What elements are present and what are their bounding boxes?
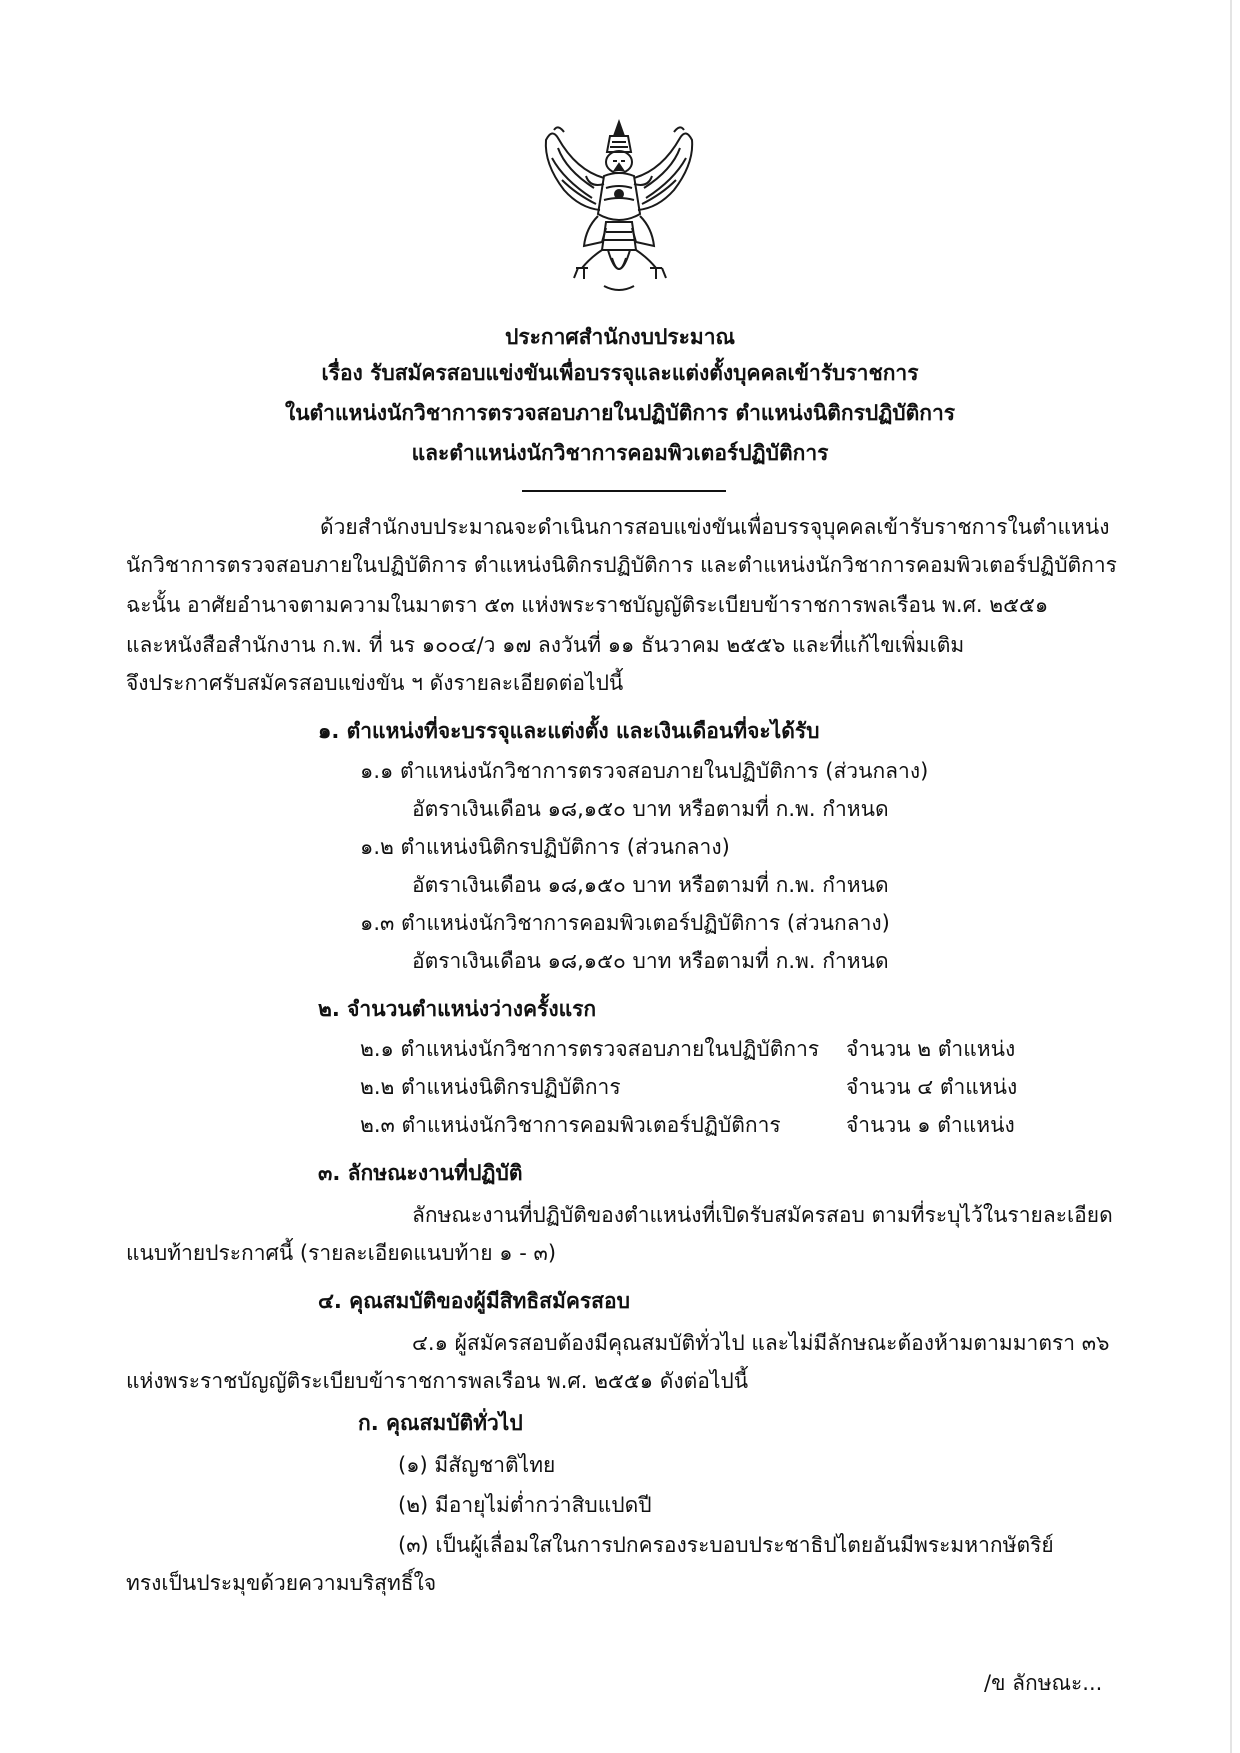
section-1-item-2-salary: อัตราเงินเดือน ๑๘,๑๕๐ บาท หรือตามที่ ก.พ. กำหนด <box>412 873 889 897</box>
section-2-item-2: ๒.๒ ตำแหน่งนิติกรปฏิบัติการ <box>360 1075 621 1099</box>
subject-line-2: ในตำแหน่งนักวิชาการตรวจสอบภายในปฏิบัติการ ตำแหน่งนิติกรปฏิบัติการ <box>284 401 956 425</box>
section-2-item-1: ๒.๑ ตำแหน่งนักวิชาการตรวจสอบภายในปฏิบัติการ <box>360 1037 820 1061</box>
scan-edge <box>1230 0 1232 1753</box>
section-1-item-2: ๑.๒ ตำแหน่งนิติกรปฏิบัติการ (ส่วนกลาง) <box>360 835 730 859</box>
title-underline <box>522 490 726 492</box>
qualification-2: (๒) มีอายุไม่ต่ำกว่าสิบแปดปี <box>398 1493 652 1517</box>
qualification-3-continued: ทรงเป็นประมุขด้วยความบริสุทธิ์ใจ <box>126 1571 437 1595</box>
subject-line-1: เรื่อง รับสมัครสอบแข่งขันเพื่อบรรจุและแต่งตั้งบุคคลเข้ารับราชการ <box>321 361 919 385</box>
garuda-emblem <box>536 118 702 296</box>
section-1-item-3: ๑.๓ ตำแหน่งนักวิชาการคอมพิวเตอร์ปฏิบัติการ (ส่วนกลาง) <box>360 911 890 935</box>
intro-line-4: และหนังสือสำนักงาน ก.พ. ที่ นร ๑๐๐๔/ว ๑๗ ลงวันที่ ๑๑ ธันวาคม ๒๕๕๖ และที่แก้ไขเพิ่มเติม <box>126 633 965 657</box>
document-title: ประกาศสำนักงบประมาณ <box>505 325 735 349</box>
section-2-item-2-count: จำนวน ๔ ตำแหน่ง <box>846 1075 1018 1099</box>
section-1-heading: ๑. ตำแหน่งที่จะบรรจุและแต่งตั้ง และเงินเดือนที่จะได้รับ <box>318 719 820 743</box>
section-2-item-3-count: จำนวน ๑ ตำแหน่ง <box>846 1113 1015 1137</box>
section-4-heading: ๔. คุณสมบัติของผู้มีสิทธิสมัครสอบ <box>318 1289 630 1313</box>
section-1-item-1: ๑.๑ ตำแหน่งนักวิชาการตรวจสอบภายในปฏิบัติการ (ส่วนกลาง) <box>360 759 929 783</box>
section-2-heading: ๒. จำนวนตำแหน่งว่างครั้งแรก <box>318 997 597 1021</box>
general-qualifications-heading: ก. คุณสมบัติทั่วไป <box>358 1411 523 1435</box>
section-1-item-1-salary: อัตราเงินเดือน ๑๘,๑๕๐ บาท หรือตามที่ ก.พ. กำหนด <box>412 797 889 821</box>
section-1-item-3-salary: อัตราเงินเดือน ๑๘,๑๕๐ บาท หรือตามที่ ก.พ. กำหนด <box>412 949 889 973</box>
qualification-1: (๑) มีสัญชาติไทย <box>398 1453 556 1477</box>
intro-line-2: นักวิชาการตรวจสอบภายในปฏิบัติการ ตำแหน่งนิติกรปฏิบัติการ และตำแหน่งนักวิชาการคอมพิวเตอร์ปฏิบัติการ <box>126 553 1117 577</box>
intro-line-1: ด้วยสำนักงบประมาณจะดำเนินการสอบแข่งขันเพื่อบรรจุบุคคลเข้ารับราชการในตำแหน่ง <box>320 515 1110 539</box>
section-3-line-1: ลักษณะงานที่ปฏิบัติของตำแหน่งที่เปิดรับสมัครสอบ ตามที่ระบุไว้ในรายละเอียด <box>412 1203 1113 1227</box>
intro-line-5: จึงประกาศรับสมัครสอบแข่งขัน ฯ ดังรายละเอียดต่อไปนี้ <box>126 671 624 695</box>
intro-line-3: ฉะนั้น อาศัยอำนาจตามความในมาตรา ๕๓ แห่งพระราชบัญญัติระเบียบข้าราชการพลเรือน พ.ศ. ๒๕๕๑ <box>126 593 1049 617</box>
subject-line-3: และตำแหน่งนักวิชาการคอมพิวเตอร์ปฏิบัติการ <box>411 441 829 465</box>
section-3-heading: ๓. ลักษณะงานที่ปฏิบัติ <box>318 1161 523 1185</box>
section-3-line-2: แนบท้ายประกาศนี้ (รายละเอียดแนบท้าย ๑ - ๓) <box>126 1241 557 1265</box>
section-4-line-2: แห่งพระราชบัญญัติระเบียบข้าราชการพลเรือน พ.ศ. ๒๕๕๑ ดังต่อไปนี้ <box>126 1369 749 1393</box>
section-4-line-1: ๔.๑ ผู้สมัครสอบต้องมีคุณสมบัติทั่วไป และไม่มีลักษณะต้องห้ามตามมาตรา ๓๖ <box>412 1331 1110 1355</box>
section-2-item-1-count: จำนวน ๒ ตำแหน่ง <box>846 1037 1016 1061</box>
page-continuation: /ข ลักษณะ... <box>984 1671 1103 1695</box>
qualification-3: (๓) เป็นผู้เลื่อมใสในการปกครองระบอบประชาธิปไตยอันมีพระมหากษัตริย์ <box>398 1533 1054 1557</box>
section-2-item-3: ๒.๓ ตำแหน่งนักวิชาการคอมพิวเตอร์ปฏิบัติการ <box>360 1113 781 1137</box>
